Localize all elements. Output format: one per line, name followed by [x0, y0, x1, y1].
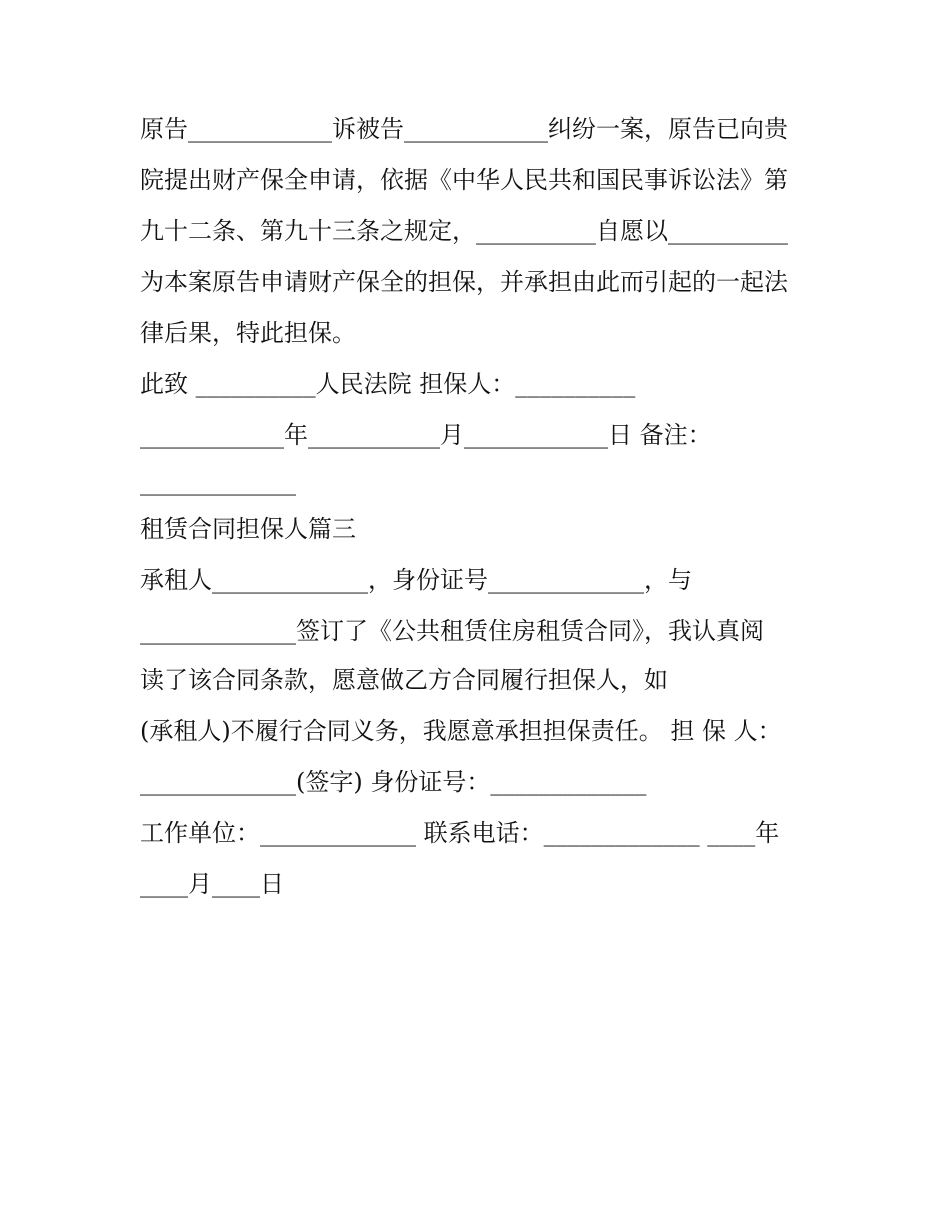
text-line: _____________(签字) 身份证号：_____________ — [140, 768, 647, 796]
text-line: 原告____________诉被告____________纠纷一案，原告已向贵 — [140, 115, 788, 143]
text-line: _____________ — [140, 468, 296, 496]
text-line: ____月____日 — [140, 870, 284, 898]
text-line: 为本案原告申请财产保全的担保，并承担由此而引起的一起法 — [140, 268, 788, 296]
text-line: 院提出财产保全申请，依据《中华人民共和国民事诉讼法》第 — [140, 166, 788, 194]
text-line: 律后果，特此担保。 — [140, 319, 356, 347]
text-line: 工作单位：_____________ 联系电话：_____________ ____年 — [140, 819, 780, 847]
text-line: _____________签订了《公共租赁住房租赁合同》，我认真阅 — [140, 617, 764, 645]
section-heading: 租赁合同担保人篇三 — [140, 515, 356, 543]
text-line: (承租人)不履行合同义务，我愿意承担担保责任。 担 保 人： — [140, 717, 782, 745]
text-line: 此致 __________人民法院 担保人：__________ — [140, 370, 636, 398]
text-line: 读了该合同条款，愿意做乙方合同履行担保人，如 — [140, 666, 668, 694]
text-line: ____________年___________月____________日 备注： — [140, 421, 712, 449]
text-line: 九十二条、第九十三条之规定，__________自愿以__________ — [140, 217, 788, 245]
text-line: 承租人_____________，身份证号_____________，与 — [140, 566, 692, 594]
